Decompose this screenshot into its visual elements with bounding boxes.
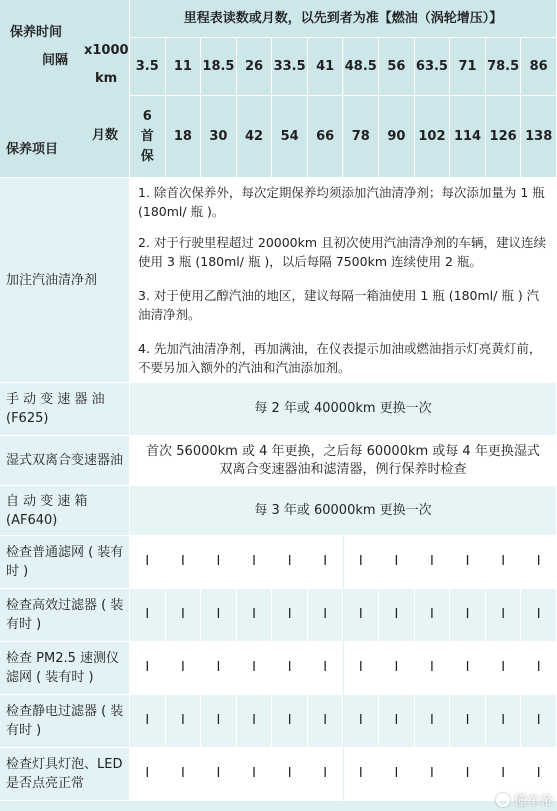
- inspection-mark: I: [130, 536, 166, 589]
- inspection-mark: I: [486, 695, 522, 748]
- inspection-mark: I: [521, 748, 557, 801]
- inspection-item-name: 检查普通滤网 ( 装有时 ): [0, 536, 130, 589]
- inspection-mark: I: [130, 589, 166, 642]
- inspection-mark: I: [201, 642, 237, 695]
- item-automatic-transmission: 自 动 变 速 箱 (AF640): [0, 486, 130, 536]
- inspection-mark: I: [272, 642, 308, 695]
- inspection-mark: I: [166, 695, 202, 748]
- inspection-mark: I: [486, 642, 522, 695]
- fuel-cleaner-notes: [130, 178, 557, 383]
- inspection-mark: I: [415, 589, 451, 642]
- inspection-mark: I: [308, 536, 344, 589]
- inspection-mark: I: [521, 589, 557, 642]
- month-value: 78: [344, 96, 380, 178]
- km-value: 18.5: [201, 38, 237, 96]
- fuel-cleaner-note-1: 1. 除首次保养外，每次定期保养均须添加汽油清净剂；每次添加量为 1 瓶 (180ml/ 瓶 )。: [138, 185, 545, 219]
- inspection-mark: I: [237, 695, 273, 748]
- fuel-cleaner-note-2: 2. 对于行驶里程超过 20000km 且初次使用汽油清净剂的车辆，建议连续使用 3 瓶 (180ml/ 瓶 )，以后每隔 7500km 连续使用 2 瓶。: [138, 235, 547, 269]
- inspection-mark: I: [272, 695, 308, 748]
- month-value: 114: [450, 96, 486, 178]
- inspection-item-name: 检查高效过滤器 ( 装有时 ): [0, 589, 130, 642]
- inspection-mark: I: [486, 589, 522, 642]
- inspection-mark: I: [415, 642, 451, 695]
- inspection-mark: I: [344, 536, 380, 589]
- month-value: 102: [415, 96, 451, 178]
- inspection-mark: I: [272, 748, 308, 801]
- inspection-mark: I: [166, 589, 202, 642]
- items-label: 保养项目: [6, 142, 59, 157]
- inspection-mark: I: [521, 695, 557, 748]
- first-service-month-line: 首: [140, 128, 154, 144]
- inspection-mark: I: [379, 589, 415, 642]
- interval-label-1: 保养时间: [10, 25, 63, 40]
- inspection-mark: I: [450, 695, 486, 748]
- header-label-column: [0, 0, 130, 178]
- inspection-mark: I: [379, 748, 415, 801]
- inspection-mark: I: [166, 748, 202, 801]
- km-value: 26: [237, 38, 273, 96]
- inspection-mark: I: [344, 695, 380, 748]
- fuel-cleaner-note-3: 3. 对于使用乙醇汽油的地区，建议每隔一箱油使用 1 瓶 (180ml/ 瓶 ) 汽油清净剂。: [138, 288, 540, 322]
- inspection-mark: I: [450, 642, 486, 695]
- km-value: 41: [308, 38, 344, 96]
- inspection-item-name: 检查灯具灯泡、LED 是否点亮正常: [0, 748, 130, 801]
- km-value: 33.5: [272, 38, 308, 96]
- inspection-mark: I: [201, 695, 237, 748]
- inspection-mark: I: [486, 748, 522, 801]
- month-value: 66: [308, 96, 344, 178]
- watermark-text: 懂车帝: [513, 794, 553, 809]
- inspection-item-name: 检查 PM2.5 速测仪滤网 ( 装有时 ): [0, 642, 130, 695]
- fuel-cleaner-note-4: 4. 先加汽油清净剂，再加满油，在仪表提示加油或燃油指示灯亮黄灯前，不要另加入额外的汽油和汽油添加剂。: [138, 341, 542, 375]
- inspection-mark: I: [237, 748, 273, 801]
- inspection-mark: I: [308, 589, 344, 642]
- km-value: 63.5: [415, 38, 451, 96]
- first-service-month-line: 保: [140, 148, 154, 164]
- inspection-mark: I: [272, 536, 308, 589]
- table-title: 里程表读数或月数，以先到者为准【燃油（涡轮增压）】: [130, 0, 557, 38]
- km-unit-2: km: [95, 71, 118, 86]
- month-value: 18: [166, 96, 202, 178]
- item-fuel-cleaner: 加注汽油清净剂: [0, 178, 130, 383]
- inspection-mark: I: [130, 695, 166, 748]
- inspection-mark: I: [379, 642, 415, 695]
- item-manual-transmission: 手 动 变 速 器 油 (F625): [0, 383, 130, 436]
- month-value: 30: [201, 96, 237, 178]
- km-value: 11: [166, 38, 202, 96]
- inspection-mark: I: [308, 748, 344, 801]
- first-service-month-line: 6: [142, 108, 152, 124]
- inspection-mark: I: [415, 748, 451, 801]
- months-label: 月数: [92, 128, 119, 143]
- inspection-mark: I: [237, 642, 273, 695]
- month-value: 126: [486, 96, 522, 178]
- km-value: 56: [379, 38, 415, 96]
- inspection-mark: I: [415, 695, 451, 748]
- interval-label-2: 间隔: [42, 53, 69, 68]
- km-value: 3.5: [130, 38, 166, 96]
- automatic-transmission-interval: 每 3 年或 60000km 更换一次: [130, 486, 557, 536]
- inspection-mark: I: [379, 536, 415, 589]
- km-value: 71: [450, 38, 486, 96]
- km-value: 86: [521, 38, 557, 96]
- inspection-mark: I: [450, 536, 486, 589]
- inspection-mark: I: [308, 695, 344, 748]
- inspection-mark: I: [521, 642, 557, 695]
- inspection-mark: I: [521, 536, 557, 589]
- month-value: 138: [521, 96, 557, 178]
- item-dct-oil: 湿式双离合变速器油: [0, 436, 130, 486]
- inspection-mark: I: [379, 695, 415, 748]
- inspection-mark: I: [308, 642, 344, 695]
- inspection-mark: I: [450, 748, 486, 801]
- inspection-mark: I: [450, 589, 486, 642]
- inspection-item-name: 检查静电过滤器 ( 装有时 ): [0, 695, 130, 748]
- inspection-mark: I: [344, 748, 380, 801]
- inspection-mark: I: [201, 748, 237, 801]
- inspection-mark: I: [415, 536, 451, 589]
- inspection-mark: I: [237, 536, 273, 589]
- month-value: 54: [272, 96, 308, 178]
- inspection-mark: I: [344, 642, 380, 695]
- month-value: 42: [237, 96, 273, 178]
- month-value: 90: [379, 96, 415, 178]
- inspection-mark: I: [201, 589, 237, 642]
- inspection-mark: I: [166, 642, 202, 695]
- inspection-mark: I: [272, 589, 308, 642]
- km-value: 48.5: [344, 38, 380, 96]
- first-service-month: [130, 96, 166, 178]
- inspection-mark: I: [130, 748, 166, 801]
- watermark: [496, 790, 553, 809]
- km-value: 78.5: [486, 38, 522, 96]
- km-unit-1: x1000: [84, 43, 129, 58]
- inspection-mark: I: [130, 642, 166, 695]
- manual-transmission-interval: 每 2 年或 40000km 更换一次: [130, 383, 557, 436]
- inspection-mark: I: [344, 589, 380, 642]
- inspection-mark: I: [166, 536, 202, 589]
- dct-oil-interval: 首次 56000km 或 4 年更换，之后每 60000km 或每 4 年更换湿式双离合变速器油和滤清器，例行保养时检查: [130, 436, 557, 486]
- inspection-mark: I: [486, 536, 522, 589]
- inspection-mark: I: [237, 589, 273, 642]
- inspection-mark: I: [201, 536, 237, 589]
- watermark-logo-icon: [496, 793, 510, 807]
